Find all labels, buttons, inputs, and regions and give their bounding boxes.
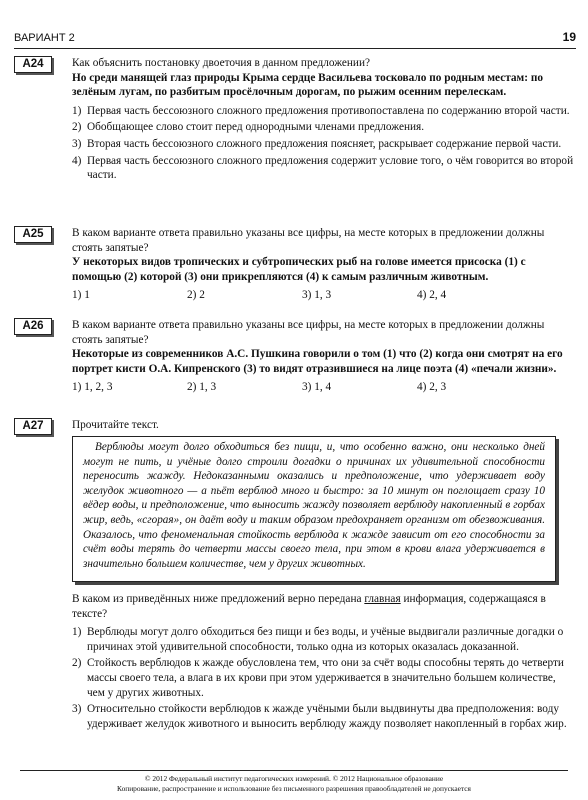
answer-option[interactable]: 2) Обобщающее слово стоит перед однородными членами предложения. [72, 121, 425, 134]
task-number: A26 [14, 318, 52, 335]
answer-option[interactable]: 1) 1 [72, 289, 90, 302]
reading-text: Верблюды могут долго обходиться без пищи, и, что особенно важно, они несколько дней могут не пить, и учёные долго строили догадки о причинах их удивительной способности переносить жажду. Недоказанными оказались и предположение, что удерживает воду желудок животного — а пьёт верблюд много и быстро: за 10 минут он поглощает сразу 10 вёдер воды, и предположение, что выносить жажду позволяет верблюду накопленный в горбах жир, ведь, «сгорая», он даёт воду и таким образом предохраняет организм от обезвоживания. Оказалось, что феноменальная стойкость верблюда к жажде зависит от его способности за счёт воды терять до четверти массы своего тела, при этом в крови влага удерживается в значительно большем количестве, чем у других животных. [83, 441, 545, 570]
task-a27-question [14, 592, 574, 733]
answer-option[interactable]: 4) Первая часть бессоюзного сложного предложения содержит условие того, о чём говорится во второй части. [72, 154, 574, 182]
answer-row [72, 288, 574, 303]
answer-option[interactable]: 2) 2 [187, 289, 205, 302]
answer-option[interactable]: 2) Стойкость верблюдов к жажде обусловлена тем, что они за счёт воды способны терять до четверти массы своего тела, а влага в их крови при этом удерживается в значительно большем количестве, чем у других животных. [72, 657, 564, 699]
answer-option[interactable]: 2) 1, 3 [187, 381, 217, 394]
task-question: В каком из приведённых ниже предложений верно передана главная информация, содержащаяся в тексте? [72, 593, 546, 620]
task-number: A25 [14, 226, 52, 243]
task-sentence: Некоторые из современников А.С. Пушкина говорили о том (1) что (2) когда они смотрят на его портрет кисти О.А. Кипренского (3) то видят отразившиеся на лице поэта (4) «печали жизни». [72, 348, 563, 375]
variant-label: ВАРИАНТ 2 [14, 32, 75, 44]
answer-option[interactable]: 3) 1, 4 [302, 381, 332, 394]
task-sentence: Но среди манящей глаз природы Крыма сердце Васильева тосковало по родным местам: по зелёным лугам, по разбитым просёлочным дорогам, по рыжим осенним перелескам. [72, 71, 543, 99]
answer-option[interactable]: 3) Относительно стойкости верблюдов к жажде учёными были выдвинуты два предположения: воду удерживает желудок животного и выносить верблюду жажду позволяет накопленный в горбах жир. [72, 703, 567, 730]
answer-options [72, 104, 574, 183]
task-a24 [14, 56, 574, 185]
task-number: A27 [14, 418, 52, 435]
answer-option[interactable]: 1) Верблюды могут долго обходиться без пищи и без воды, и учёные выдвигали различные догадки о причинах этой удивительной способности, только одна из которых оказалась доказанной. [72, 626, 564, 653]
page-header [14, 30, 576, 49]
task-sentence: У некоторых видов тропических и субтропических рыб на голове имеется присоска (1) с помощью (2) которой (3) они прикрепляются (4) к самым различным животным. [72, 256, 526, 283]
task-question: В каком варианте ответа правильно указаны все цифры, на месте которых в предложении должны стоять запятые? [72, 319, 545, 346]
answer-option[interactable]: 1) Первая часть бессоюзного сложного предложения противопоставлена по содержанию второй части. [72, 104, 570, 117]
answer-option[interactable]: 1) 1, 2, 3 [72, 381, 113, 394]
task-a26 [14, 318, 574, 395]
reading-text-box [72, 436, 556, 582]
answer-option[interactable]: 3) Вторая часть бессоюзного сложного предложения поясняет, раскрывает содержание первой части. [72, 137, 562, 150]
answer-option[interactable]: 4) 2, 4 [417, 289, 447, 302]
answer-option[interactable]: 3) 1, 3 [302, 289, 332, 302]
page-number: 19 [562, 30, 576, 44]
task-question: В каком варианте ответа правильно указаны все цифры, на месте которых в предложении должны стоять запятые? [72, 227, 545, 254]
answer-option[interactable]: 4) 2, 3 [417, 381, 447, 394]
task-a27 [14, 418, 574, 433]
task-a25 [14, 226, 574, 303]
task-question: Как объяснить постановку двоеточия в данном предложении? [72, 57, 371, 69]
copyright-footer: © 2012 Федеральный институт педагогических измерений. © 2012 Национальное образование Копирование, распространение и использование без письменного разрешения правообладателей не допускается [20, 770, 568, 794]
task-intro: Прочитайте текст. [72, 419, 159, 431]
answer-row [72, 380, 574, 395]
task-number: A24 [14, 56, 52, 73]
answer-options [72, 625, 574, 731]
